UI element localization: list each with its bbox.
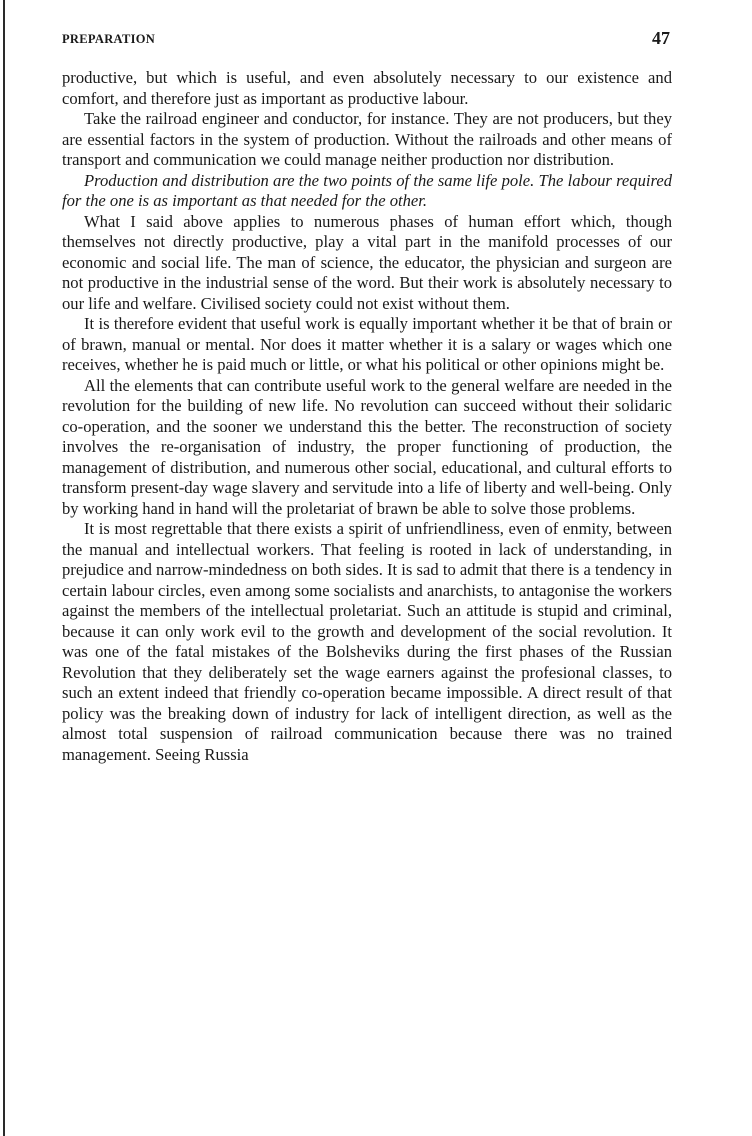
- paragraph-continued: productive, but which is useful, and even absolutely necessary to our existence and comfort, and therefore just as important as productive labour.: [62, 68, 672, 108]
- paragraph-railroad: Take the railroad engineer and conductor, for instance. They are not producers, but they are essential factors in the system of production. Without the railroads and other means of transport and communication we could manage neither production nor distribution.: [62, 109, 672, 169]
- page-number: 47: [652, 28, 670, 48]
- paragraph-revolution-elements: All the elements that can contribute useful work to the general welfare are needed in the revolution for the building of new life. No revolution can succeed without their solidaric co-operation, and the sooner we understand this the better. The reconstruction of society involves the re-organisation of industry, the proper functioning of production, the management of distribution, and numerous other social, educational, and cultural efforts to transform present-day wage slavery and servitude into a life of liberty and well-being. Only by working hand in hand will the proletariat of brawn be able to solve those problems.: [62, 375, 672, 518]
- paragraph-human-effort: What I said above applies to numerous phases of human effort which, though themselves not directly productive, play a vital part in the manifold processes of our economic and social life. The man of science, the educator, the physician and surgeon are not productive in the industrial sense of the word. But their work is absolutely necessary to our life and welfare. Civilised society could not exist without them.: [62, 211, 672, 313]
- paragraph-production-distribution: Production and distribution are the two points of the same life pole. The labour required for the one is as important as that needed for the other.: [62, 170, 672, 210]
- running-head: PREPARATION: [62, 32, 156, 46]
- body-text: [62, 68, 672, 765]
- paragraph-unfriendliness: It is most regrettable that there exists a spirit of unfriendliness, even of enmity, between the manual and intellectual workers. That feeling is rooted in lack of understanding, in prejudice and narrow-mindedness on both sides. It is sad to admit that there is a tendency in certain labour circles, even among some socialists and anarchists, to antagonise the workers against the members of the intellectual proletariat. Such an attitude is stupid and criminal, because it can only work evil to the growth and development of the social revolution. It was one of the fatal mistakes of the Bolsheviks during the first phases of the Russian Revolution that they deliberately set the wage earners against the profesional classes, to such an extent indeed that friendly co-operation became impossible. A direct result of that policy was the breaking down of industry for lack of intelligent direction, as well as the almost total suspension of railroad communication because there was no trained management. Seeing Russia: [62, 519, 672, 764]
- page-edge-rule: [3, 0, 5, 1136]
- paragraph-useful-work: It is therefore evident that useful work is equally important whether it be that of brain or of brawn, manual or mental. Nor does it matter whether it is a salary or wages which one receives, whether he is paid much or little, or what his political or other opinions might be.: [62, 314, 672, 374]
- page-header: [62, 28, 670, 52]
